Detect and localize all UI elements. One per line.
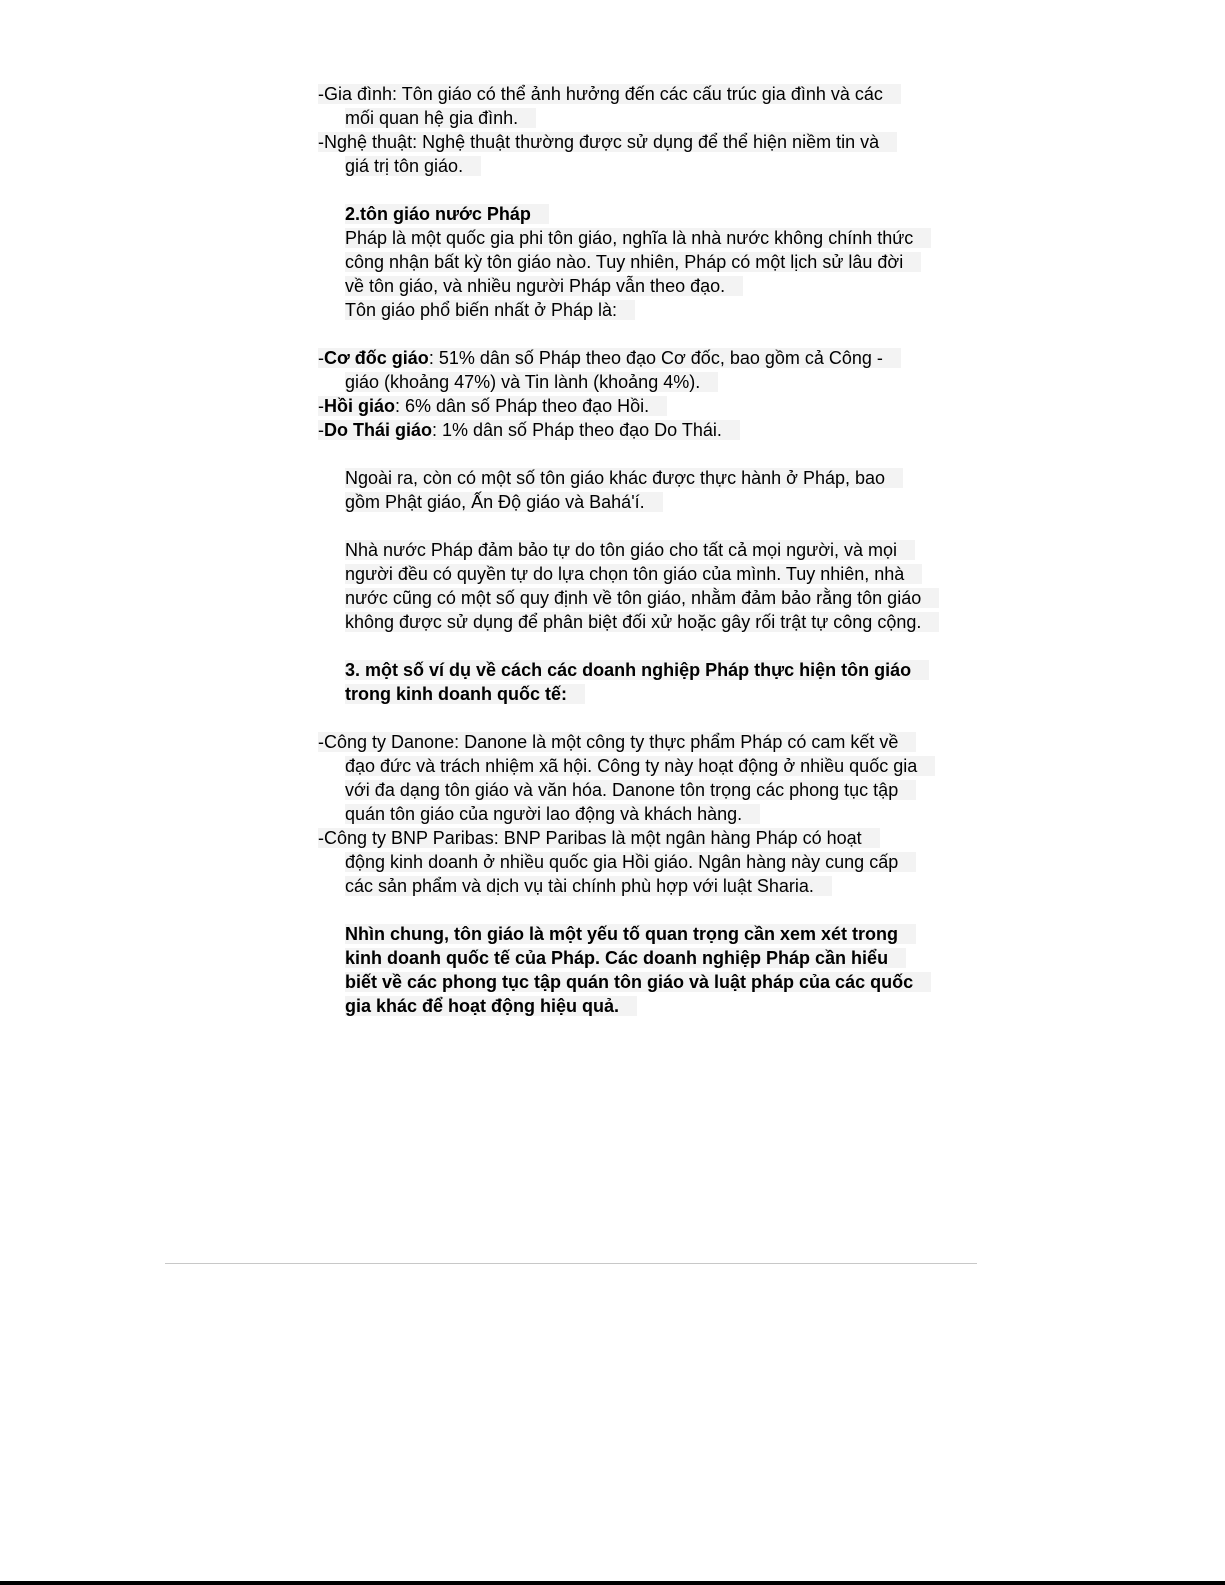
- section2-intro-line: về tôn giáo, và nhiều người Pháp vẫn theo đạo.: [318, 274, 978, 298]
- bullet-dash: -: [318, 132, 324, 152]
- section3-heading: trong kinh doanh quốc tế:: [318, 682, 978, 706]
- danone-item-cont: đạo đức và trách nhiệm xã hội. Công ty này hoạt động ở nhiều quốc gia: [318, 754, 978, 778]
- freedom-line: Nhà nước Pháp đảm bảo tự do tôn giáo cho tất cả mọi người, và mọi: [318, 538, 978, 562]
- christianity-name: Cơ đốc giáo: [324, 348, 429, 368]
- christianity-item-cont: giáo (khoảng 47%) và Tin lành (khoảng 4%).: [318, 370, 978, 394]
- danone-item-cont: với đa dạng tôn giáo và văn hóa. Danone tôn trọng các phong tục tập: [318, 778, 978, 802]
- section2-intro-line: Tôn giáo phổ biến nhất ở Pháp là:: [318, 298, 978, 322]
- document-body: [318, 82, 978, 1018]
- judaism-item: -Do Thái giáo: 1% dân số Pháp theo đạo Do Thái.: [318, 418, 978, 442]
- bullet-dash: -: [318, 732, 324, 752]
- bullet-dash: -: [318, 828, 324, 848]
- bullet-dash: -: [318, 348, 324, 368]
- art-item-cont: giá trị tôn giáo.: [318, 154, 978, 178]
- bullet-dash: -: [318, 420, 324, 440]
- section2-heading: 2.tôn giáo nước Pháp: [318, 202, 978, 226]
- family-item-cont: mối quan hệ gia đình.: [318, 106, 978, 130]
- section3-heading: 3. một số ví dụ về cách các doanh nghiệp Pháp thực hiện tôn giáo: [318, 658, 978, 682]
- christianity-item: -Cơ đốc giáo: 51% dân số Pháp theo đạo Cơ đốc, bao gồm cả Công -: [318, 346, 978, 370]
- family-item: [318, 82, 978, 106]
- bnp-item-cont: các sản phẩm và dịch vụ tài chính phù hợp với luật Sharia.: [318, 874, 978, 898]
- bullet-dash: -: [318, 84, 324, 104]
- page-bottom-border: [0, 1581, 1225, 1585]
- freedom-line: nước cũng có một số quy định về tôn giáo, nhằm đảm bảo rằng tôn giáo: [318, 586, 978, 610]
- art-item: [318, 130, 978, 154]
- section2-intro-line: công nhận bất kỳ tôn giáo nào. Tuy nhiên, Pháp có một lịch sử lâu đời: [318, 250, 978, 274]
- family-text: Gia đình: Tôn giáo có thể ảnh hưởng đến các cấu trúc gia đình và các: [324, 84, 883, 104]
- art-text: Nghệ thuật: Nghệ thuật thường được sử dụng để thể hiện niềm tin và: [324, 132, 880, 152]
- conclusion-line: kinh doanh quốc tế của Pháp. Các doanh nghiệp Pháp cần hiểu: [318, 946, 978, 970]
- conclusion-line: Nhìn chung, tôn giáo là một yếu tố quan trọng cần xem xét trong: [318, 922, 978, 946]
- bullet-dash: -: [318, 396, 324, 416]
- danone-item: -Công ty Danone: Danone là một công ty thực phẩm Pháp có cam kết về: [318, 730, 978, 754]
- other-religions-line: gồm Phật giáo, Ấn Độ giáo và Bahá'í.: [318, 490, 978, 514]
- section2-intro-line: Pháp là một quốc gia phi tôn giáo, nghĩa là nhà nước không chính thức: [318, 226, 978, 250]
- freedom-line: người đều có quyền tự do lựa chọn tôn giáo của mình. Tuy nhiên, nhà: [318, 562, 978, 586]
- conclusion-line: gia khác để hoạt động hiệu quả.: [318, 994, 978, 1018]
- other-religions-line: Ngoài ra, còn có một số tôn giáo khác được thực hành ở Pháp, bao: [318, 466, 978, 490]
- islam-item: -Hồi giáo: 6% dân số Pháp theo đạo Hồi.: [318, 394, 978, 418]
- danone-item-cont: quán tôn giáo của người lao động và khách hàng.: [318, 802, 978, 826]
- bnp-item: -Công ty BNP Paribas: BNP Paribas là một ngân hàng Pháp có hoạt: [318, 826, 978, 850]
- bnp-item-cont: động kinh doanh ở nhiều quốc gia Hồi giáo. Ngân hàng này cung cấp: [318, 850, 978, 874]
- conclusion-line: biết về các phong tục tập quán tôn giáo và luật pháp của các quốc: [318, 970, 978, 994]
- page-divider: [165, 1263, 977, 1264]
- judaism-name: Do Thái giáo: [324, 420, 432, 440]
- freedom-line: không được sử dụng để phân biệt đối xử hoặc gây rối trật tự công cộng.: [318, 610, 978, 634]
- islam-name: Hồi giáo: [324, 396, 395, 416]
